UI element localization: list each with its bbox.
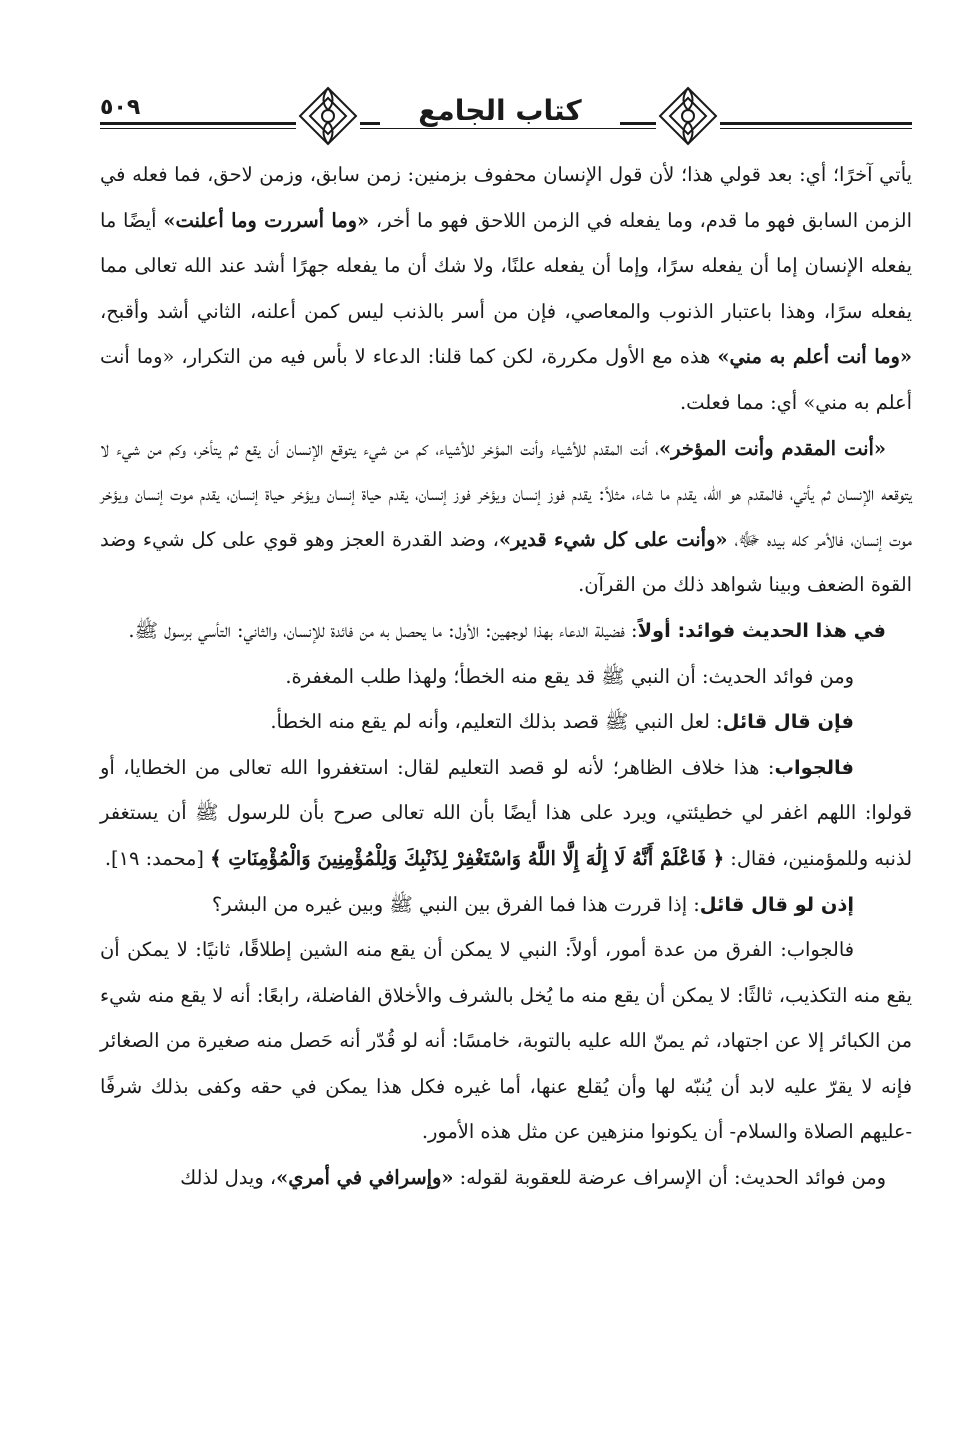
paragraph-8 [100, 927, 912, 1155]
paragraph-5 [100, 699, 912, 745]
text-segment: : إذا قررت هذا فما الفرق بين النبي ﷺ وبين غيره من البشر؟ [211, 892, 700, 916]
text-segment: ، ويدل لذلك [180, 1166, 277, 1190]
section-term: فإن قال قائل [722, 710, 854, 734]
hadith-quote: «وما أسررت وما أعلنت» [163, 208, 370, 232]
quran-verse: ﴿ فَاعْلَمْ أَنَّهُ لَا إِلَٰهَ إِلَّا اللَّهُ وَاسْتَغْفِرْ لِذَنْبِكَ وَلِلْمُؤْمِنِينَ وَالْمُؤْمِنَاتِ ﴾ [210, 846, 725, 870]
text-segment: ، وضد القدرة العجز وهو قوي على كل شيء وضد القوة الضعف وبينا شواهد ذلك من القرآن. [100, 527, 912, 597]
hadith-quote: «وإسرافي في أمري» [276, 1166, 454, 1190]
paragraph-2 [100, 426, 912, 608]
ornament-left-icon [296, 84, 360, 148]
ornament-right-icon [656, 84, 720, 148]
page-header [100, 78, 912, 148]
section-term: إذن لو قال قائل [699, 892, 854, 916]
header-rule-thin [100, 128, 912, 129]
text-segment: : هذا خلاف الظاهر؛ لأنه لو قصد التعليم لقال: استغفروا الله تعالى من الخطايا، أو قولوا: اللهم اغفر لي خطيئتي، ويرد على هذا أيضًا بأن الله تعالى صرح بأن للرسول ﷺ أن يستغفر لذنبه وللمؤمنين، فقال: [100, 755, 912, 870]
hadith-quote: «وأنت على كل شيء قدير» [498, 527, 728, 551]
text-segment: : فضيلة الدعاء بهذا لوجهين: الأول: ما يحصل به من فائدة للإنسان، والثاني: التأسي برسول ﷺ. [128, 618, 638, 642]
text-segment: فالجواب: الفرق من عدة أمور، أولاً: النبي لا يمكن أن يقع منه الشين إطلاقًا، ثانيًا: لا يمكن أن يقع منه التكذيب، ثالثًا: لا يمكن أن يقع منه ما يُخل بالشرف والأخلاق الفاضلة، رابعًا: أنه لا يقع منه شيء من الكبائر إلا عن اجتهاد، ثم يمنّ الله عليه بالتوبة، خامسًا: أنه لو قُدّر أنه حَصل منه صغيرة من الصغائر فإنه لا يقرّ عليه لابد أن يُنبّه لها وأن يُقلع عنها، أما غيره فكل هذا يمكن في حقه وكفى بذلك شرفًا -عليهم الصلاة والسلام- أن يكونوا منزهين عن مثل هذه الأمور. [100, 938, 912, 1144]
paragraph-7 [100, 882, 912, 928]
paragraph-4 [100, 654, 912, 700]
page-title: كتاب الجامع [380, 94, 620, 128]
hadith-quote: «وما أنت أعلم به مني» [717, 345, 913, 369]
body-text [100, 152, 912, 1201]
text-segment: : لعل النبي ﷺ قصد بذلك التعليم، وأنه لم يقع منه الخطأ. [270, 710, 723, 734]
section-term: فالجواب [774, 755, 854, 779]
paragraph-9 [100, 1155, 912, 1201]
text-segment: يأتي آخرًا؛ أي: بعد قولي هذا؛ لأن قول الإنسان محفوف بزمنين: زمن سابق، وزمن لاحق، فما فعله في الزمن السابق فهو ما قدم، وما يفعله في الزمن اللاحق فهو ما أخر، [100, 163, 912, 232]
text-segment: أيضًا ما يفعله الإنسان إما أن يفعله سرًا، وإما أن يفعله علنًا، ولا شك أن ما يفعله جهرًا أشد عند الله تعالى مما يفعله سرًا، وهذا باعتبار الذنوب والمعاصي، فإن من أسر بالذنب ليس كمن أعلنه، الثاني أشد وأقبح، [100, 208, 912, 323]
paragraph-3 [100, 608, 912, 654]
text-segment: ومن فوائد الحديث: أن الإسراف عرضة للعقوبة لقوله: [453, 1166, 886, 1190]
text-segment: ، أنت المقدم للأشياء وأنت المؤخر للأشياء، كم من شيء يتوقع الإنسان أن يقع ثم يتأخر، وكم من شيء لا يتوقعه الإنسان ثم يأتي، فالمقدم هو الله، يقدم ما شاء، مثلاً: يقدم فوز إنسان ويؤخر فوز إنسان، يقدم حياة إنسان ويؤخر حياة إنسان، يقدم موت إنسان ويؤخر موت إنسان، فالأمر كله بيده ﷻ، [100, 436, 912, 551]
section-term: في هذا الحديث فوائد: أولاً [637, 618, 886, 642]
page-number: ٥٠٩ [100, 94, 190, 122]
verse-reference: [محمد: ١٩]. [104, 846, 211, 870]
text-segment: ومن فوائد الحديث: أن النبي ﷺ قد يقع منه الخطأ؛ ولهذا طلب المغفرة. [285, 664, 854, 688]
paragraph-6 [100, 745, 912, 882]
text-segment: هذه مع الأول مكررة، لكن كما قلنا: الدعاء لا بأس فيه من التكرار، «وما أنت أعلم به مني» أي: مما فعلت. [100, 345, 912, 414]
hadith-quote: «أنت المقدم وأنت المؤخر» [659, 436, 886, 460]
paragraph-1 [100, 152, 912, 426]
